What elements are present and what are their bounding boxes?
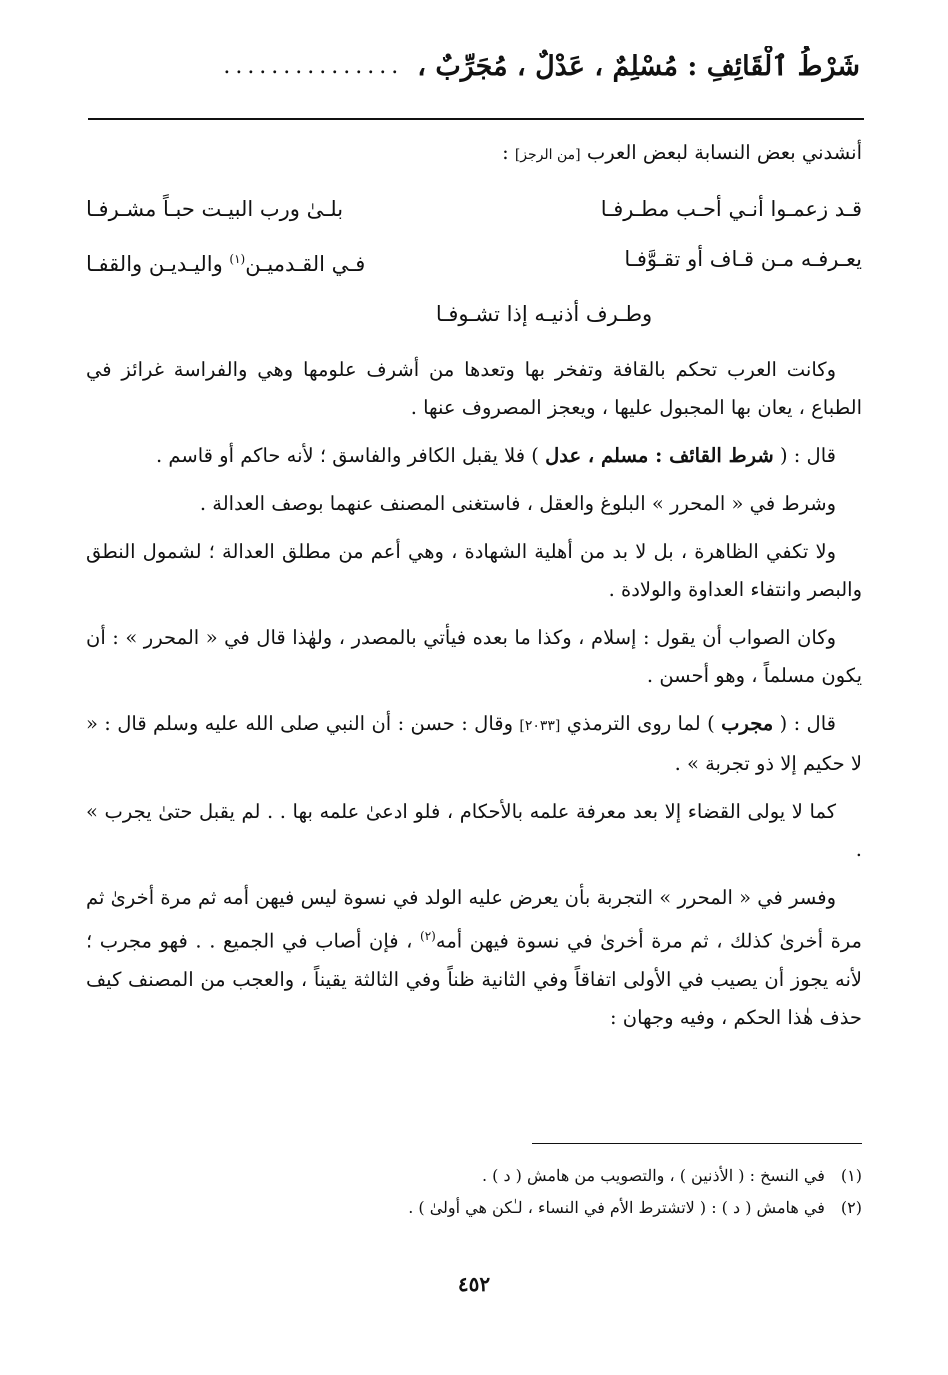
footnotes: [86, 1160, 862, 1224]
footnote-1-text: في النسخ : ( الأذنين ) ، والتصويب من هامش ( د ) .: [481, 1166, 825, 1185]
paragraph-2-lead: قال : (: [773, 444, 836, 467]
paragraph-2: [86, 437, 862, 475]
paragraph-8-part-a: وفسر في « المحرر » التجربة بأن يعرض عليه الولد في نسوة ليس فيهن أمه ثم مرة أخرىٰ ثم مرة أخرىٰ كذلك ، ثم مرة أخرىٰ في نسوة فيهن أمه: [86, 886, 863, 953]
footnote-ref-1: (١): [229, 252, 246, 266]
header-dots: ...............: [223, 53, 404, 79]
running-header: [88, 46, 860, 86]
matn-quote-2: مجرب: [721, 712, 774, 735]
poem-line-1-second-hemistich: بلـىٰ ورب البيـت حبـاً مشـرفـا: [86, 197, 344, 221]
intro-colon: :: [502, 141, 509, 164]
paragraph-1: وكانت العرب تحكم بالقافة وتفخر بها وتعدها من أشرف علومها وهي والفراسة غرائز في الطباع ، يعان بها المجبول عليها ، ويعجز المصروف عنها .: [86, 358, 862, 419]
intro-line: [86, 134, 862, 174]
intro-text: أنشدني بعض النسابة لبعض العرب: [586, 141, 862, 164]
footnote-rule: [532, 1143, 862, 1144]
poem-line-1-first-hemistich: قـد زعمـوا أنـي أحـب مطـرفـا: [600, 197, 862, 221]
main-text: [86, 134, 862, 1047]
poem: [86, 184, 862, 339]
poem-line-2: [86, 234, 862, 289]
paragraph-5: وكان الصواب أن يقول : إسلام ، وكذا ما بعده فيأتي بالمصدر ، ولهٰذا قال في « المحرر » : أن يكون مسلماً ، وهو أحسن .: [86, 626, 862, 687]
page-number: ٤٥٢: [457, 1272, 491, 1296]
header-title: شَرْطُ ٱلْقَائِفِ : مُسْلِمٌ ، عَدْلٌ ، مُجَرِّبٌ ،: [417, 50, 860, 82]
header-rule: [88, 118, 864, 120]
paragraph-8-part-b: ، فإن أصاب في الجميع . . فهو مجرب ؛ لأنه يجوز أن يصيب في الأولى اتفاقاً وفي الثانية ظناً وفي الثالثة يقيناً ، والعجب من المصنف كيف حذف هٰذا الحكم ، وفيه وجهان :: [86, 929, 862, 1029]
poem-line-3-text: وطـرف أذنيـه إذا تشـوفـا: [435, 302, 653, 326]
poem-line-1: [86, 184, 862, 234]
hadith-number: [٢٠٣٣]: [519, 718, 561, 734]
footnote-2-text: في هامش ( د ) : ( لاتشترط الأم في النساء ، لـٰكن هي أولىٰ ) .: [408, 1198, 825, 1217]
paragraph-8: [86, 879, 862, 1037]
footnote-ref-2: (٢): [420, 929, 436, 943]
paragraph-7: كما لا يولى القضاء إلا بعد معرفة علمه بالأحكام ، فلو ادعىٰ علمه بها . . لم يقبل حتىٰ يجرب » .: [86, 800, 862, 861]
poem-line-2-first-hemistich: يعـرفـه مـن قـاف أو تقـوَّفـا: [624, 247, 862, 271]
matn-quote-1: شرط القائف : مسلم ، عدل: [545, 444, 774, 467]
poem-line-2-part-b: واليـديـن والقفـا: [86, 252, 230, 276]
poem-line-2-second-hemistich: [86, 234, 365, 289]
poem-line-3: [86, 289, 862, 339]
paragraph-2-rest: ) فلا يقبل الكافر والفاسق ؛ لأنه حاكم أو قاسم .: [156, 444, 546, 467]
paragraph-6-rest: وقال : حسن : أن النبي صلى الله عليه وسلم قال : « لا حكيم إلا ذو تجربة » .: [86, 712, 862, 775]
paragraph-4: ولا تكفي الظاهرة ، بل لا بد من أهلية الشهادة ، وهي أعم من مطلق العدالة ؛ لشمول النطق والبصر وانتفاء العداوة والولادة .: [86, 540, 862, 601]
footnote-1: [86, 1160, 862, 1192]
footnote-2-number: (٢): [840, 1198, 862, 1217]
poem-line-2-part-a: فـي القـدميـن: [245, 252, 366, 276]
paragraph-3: وشرط في « المحرر » البلوغ والعقل ، فاستغنى المصنف عنهما بوصف العدالة .: [199, 492, 836, 515]
paragraph-6-lead: قال : (: [773, 712, 836, 735]
paragraph-6-mid: ) لما روى الترمذي: [560, 712, 722, 735]
footnote-1-number: (١): [840, 1166, 862, 1185]
paragraph-6: [86, 705, 862, 783]
meter-tag: [من الرجز]: [514, 147, 581, 163]
footnote-2: [86, 1192, 862, 1224]
